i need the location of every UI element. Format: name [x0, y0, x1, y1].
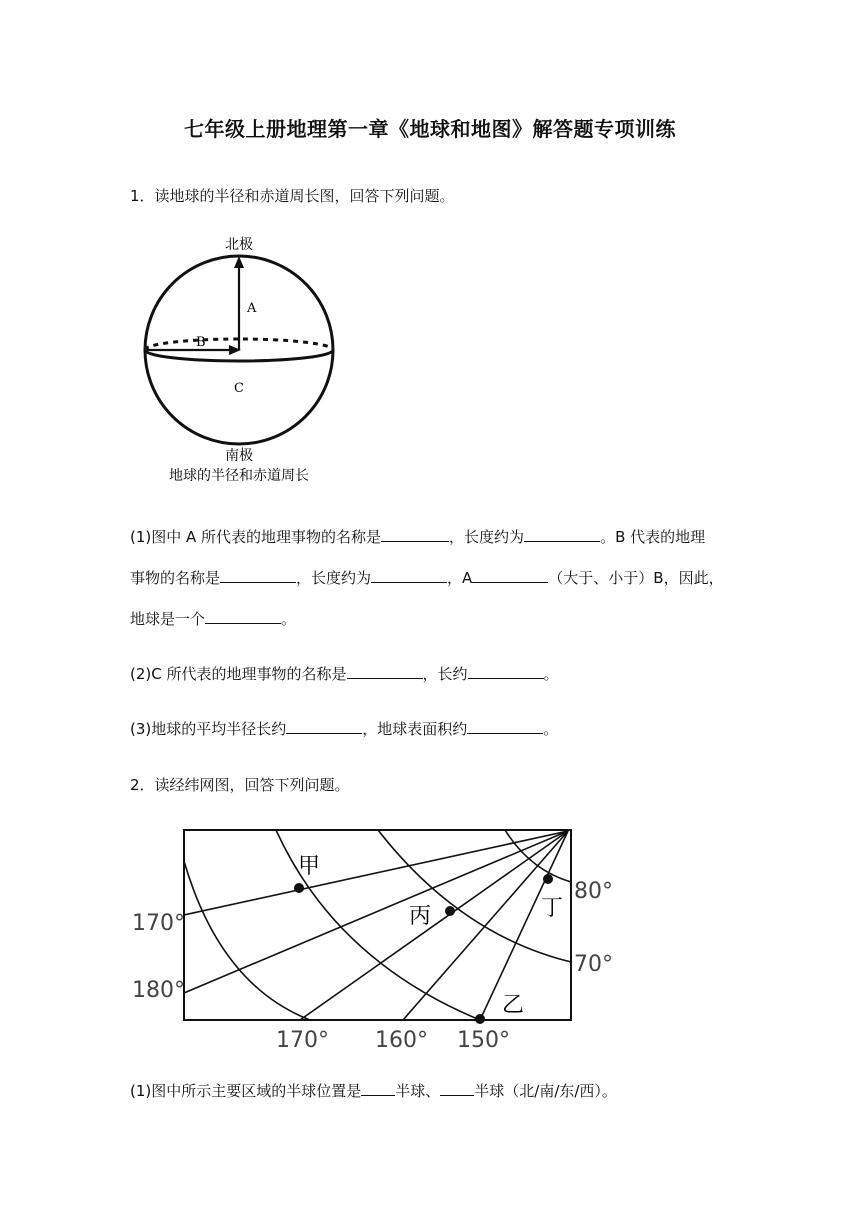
question-2-stem: 2．读经纬网图，回答下列问题。 — [130, 776, 350, 794]
label-jia: 甲 — [298, 854, 321, 879]
answer-blank[interactable] — [371, 568, 447, 583]
arrow-a-head — [234, 256, 244, 268]
latitude-arc — [184, 861, 310, 1020]
label-bing: 丙 — [409, 904, 432, 929]
label-south-pole: 南极 — [225, 448, 253, 464]
label-lat-70: 70° — [574, 952, 613, 977]
label-b: B — [196, 335, 206, 350]
point-ding — [543, 874, 553, 884]
label-lon-160-bottom: 160° — [375, 1028, 428, 1053]
label-lon-170-left: 170° — [132, 911, 185, 936]
point-yi — [475, 1014, 485, 1024]
question-1-part-2: (2)C 所代表的地理事物的名称是 ，长约 。 — [130, 665, 559, 683]
question-1-part-1-line-3: 地球是一个 。 — [130, 610, 297, 628]
page-title: 七年级上册地理第一章《地球和地图》解答题专项训练 — [184, 117, 676, 141]
label-lon-170-bottom: 170° — [276, 1028, 329, 1053]
answer-blank[interactable] — [467, 719, 543, 734]
question-1-part-1-line-2: 事物的名称是 ，长度约为 ，A （大于、小于）B，因此， — [130, 569, 724, 587]
graticule-frame — [184, 830, 571, 1020]
meridian-line — [184, 831, 568, 915]
label-c: C — [234, 381, 244, 396]
label-lat-80: 80° — [574, 879, 613, 904]
question-1-stem: 1．读地球的半径和赤道周长图，回答下列问题。 — [130, 187, 455, 205]
answer-blank[interactable] — [381, 527, 449, 542]
question-1-part-1-line-1: (1)图中 A 所代表的地理事物的名称是 ，长度约为 。B 代表的地理 — [130, 528, 706, 546]
label-yi: 乙 — [502, 993, 525, 1018]
answer-blank[interactable] — [472, 568, 548, 583]
answer-blank[interactable] — [468, 664, 544, 679]
answer-blank[interactable] — [220, 568, 296, 583]
meridian-line — [480, 831, 568, 1020]
label-north-pole: 北极 — [225, 237, 253, 253]
label-lon-150-bottom: 150° — [457, 1028, 510, 1053]
earth-radius-figure — [130, 228, 360, 490]
answer-blank[interactable] — [440, 1081, 474, 1096]
equator-front — [145, 350, 333, 361]
figure-caption: 地球的半径和赤道周长 — [169, 468, 309, 484]
question-1-part-3: (3)地球的平均半径长约 ，地球表面积约 。 — [130, 720, 559, 738]
question-2-part-1: (1)图中所示主要区域的半球位置是 半球、 半球（北/南/东/西）。 — [130, 1082, 617, 1100]
answer-blank[interactable] — [205, 609, 281, 624]
point-jia — [294, 883, 304, 893]
meridian-line — [184, 831, 568, 993]
point-bing — [445, 906, 455, 916]
label-lon-180-left: 180° — [132, 978, 185, 1003]
graticule-figure — [128, 822, 628, 1057]
answer-blank[interactable] — [361, 1081, 395, 1096]
answer-blank[interactable] — [524, 527, 600, 542]
answer-blank[interactable] — [286, 719, 362, 734]
label-a: A — [247, 301, 257, 316]
answer-blank[interactable] — [347, 664, 423, 679]
label-ding: 丁 — [541, 896, 564, 921]
